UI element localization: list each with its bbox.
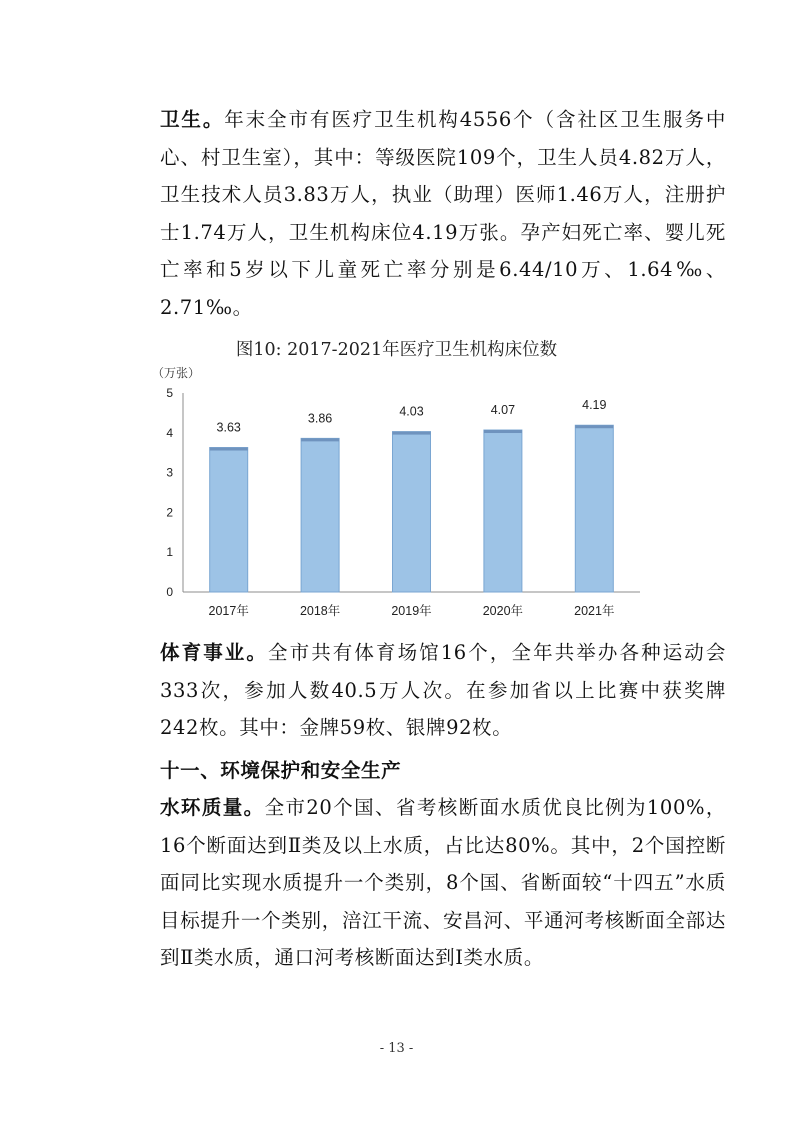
y-unit-label: （万张）: [152, 366, 201, 380]
bar: [210, 448, 248, 592]
bar-value-label: 4.03: [399, 404, 424, 419]
sport-text: 全市共有体育场馆16个，全年共举办各种运动会333次，参加人数40.5万人次。在参加省以上比赛中获奖牌242枚。其中：金牌59枚、银牌92枚。: [160, 641, 726, 739]
bar-top-edge: [210, 448, 248, 451]
health-paragraph: [116, 101, 726, 326]
bar: [575, 425, 613, 592]
y-tick-label: 1: [166, 545, 173, 560]
y-tick-label: 2: [166, 505, 173, 520]
x-category-label: 2019年: [391, 604, 432, 618]
bed-count-bar-chart: [140, 360, 650, 622]
x-category-label: 2020年: [482, 604, 524, 618]
bar-value-label: 4.19: [582, 398, 607, 413]
health-lead: 卫生。: [160, 108, 225, 131]
x-category-label: 2017年: [208, 604, 249, 618]
bar: [393, 432, 431, 592]
y-tick-label: 4: [166, 425, 173, 440]
bar-top-edge: [393, 432, 431, 435]
health-text: 年末全市有医疗卫生机构4556个（含社区卫生服务中心、村卫生室），其中：等级医院109个，卫生人员4.82万人，卫生技术人员3.83万人，执业（助理）医师1.46万人，注册护士1.74万人，卫生机构床位4.19万张。孕产妇死亡率、婴儿死亡率和5岁以下儿童死亡率分别是6.44/10万、1.64‰、2.71‰。: [160, 108, 726, 319]
section-heading: 十一、环境保护和安全生产: [160, 759, 402, 782]
bar-top-edge: [301, 438, 339, 441]
bar-top-edge: [575, 425, 613, 428]
bar: [484, 430, 522, 592]
x-category-label: 2021年: [574, 604, 615, 618]
bar-top-edge: [484, 430, 522, 433]
y-tick-label: 0: [166, 585, 173, 599]
bar-value-label: 3.63: [216, 420, 241, 435]
sport-lead: 体育事业。: [160, 641, 268, 664]
bar: [301, 438, 339, 592]
bar-value-label: 4.07: [490, 403, 516, 418]
water-lead: 水环质量。: [160, 796, 265, 819]
water-paragraph: [116, 789, 726, 977]
y-tick-label: 5: [166, 386, 173, 400]
water-text: 全市20个国、省考核断面水质优良比例为100%，16个断面达到Ⅱ类及以上水质，占比达80%。其中，2个国控断面同比实现水质提升一个类别，8个国、省断面较“十四五”水质目标提升一个类别，涪江干流、安昌河、平通河考核断面全部达到Ⅱ类水质，通口河考核断面达到Ⅰ类水质。: [160, 796, 726, 969]
y-tick-label: 3: [166, 465, 173, 480]
chart-title: 图10: 2017-2021年医疗卫生机构床位数: [235, 340, 558, 360]
bar-value-label: 3.86: [307, 411, 333, 426]
page-number: - 13 -: [379, 1041, 414, 1056]
x-category-label: 2018年: [299, 604, 341, 618]
sport-paragraph: [116, 634, 726, 747]
